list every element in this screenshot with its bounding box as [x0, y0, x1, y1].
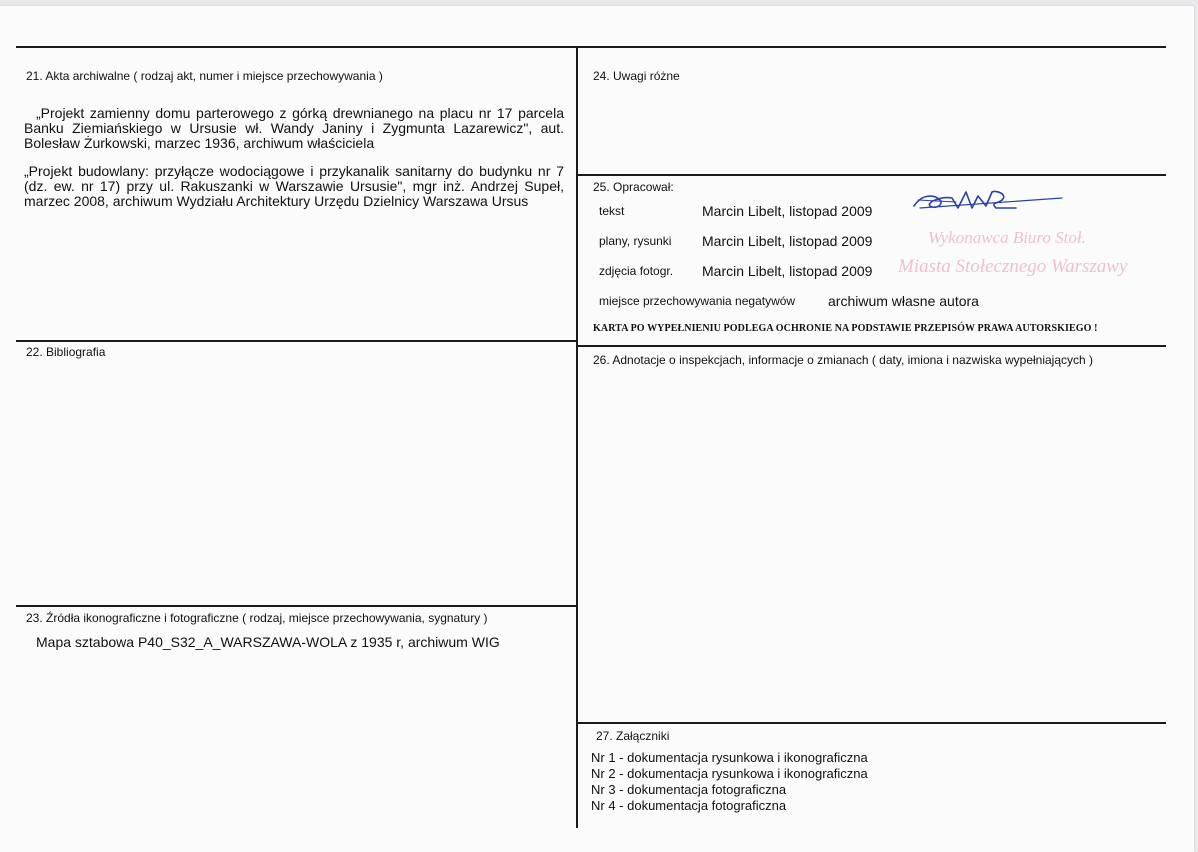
attachment-item: Nr 2 - dokumentacja rysunkowa i ikonograficzna [591, 766, 868, 781]
form-sheet [0, 6, 1194, 852]
top-border [16, 46, 1166, 48]
section-23-heading: 23. Źródła ikonograficzne i fotograficzne ( rodzaj, miejsce przechowywania, sygnatury ) [26, 611, 488, 625]
section-27-heading: 27. Załączniki [596, 729, 670, 743]
attachment-item: Nr 3 - dokumentacja fotograficzna [591, 782, 787, 797]
attachments-list [591, 750, 868, 814]
rule-24-25 [578, 174, 1166, 176]
author-row-value: Marcin Libelt, listopad 2009 [702, 263, 873, 279]
negatives-label: miejsce przechowywania negatywów [599, 294, 796, 308]
stamp-line-2: Miasta Stołecznego Warszawy [898, 256, 1128, 277]
section-25-heading: 25. Opracował: [593, 180, 674, 194]
negatives-value: archiwum własne autora [828, 293, 979, 309]
rule-25-26 [578, 345, 1166, 347]
section-26-heading: 26. Adnotacje o inspekcjach, informacje o zmianach ( daty, imiona i nazwiska wypełniających ) [593, 353, 1094, 367]
rule-21-22 [16, 340, 576, 342]
author-row-label: plany, rysunki [599, 234, 672, 248]
section-21-heading: 21. Akta archiwalne ( rodzaj akt, numer i miejsce przechowywania ) [26, 69, 383, 83]
author-row-label: zdjęcia fotogr. [599, 264, 674, 278]
stamp-line-1: Wykonawca Biuro Stoł. [928, 228, 1086, 247]
section-24-heading: 24. Uwagi różne [593, 69, 680, 83]
section-21-entry-2: „Projekt budowlany: przyłącze wodociągowe i przykanalik sanitarny do budynku nr 7 (dz. ew. nr 17) przy ul. Rakuszanki w Warszawie Ursusie", mgr inż. Andrzej Supeł, marzec 2008, archiwum Wydziału Architektury Urzędu Dzielnicy Warszawa Ursus [24, 163, 564, 209]
attachment-item: Nr 4 - dokumentacja fotograficzna [591, 798, 787, 813]
author-row-value: Marcin Libelt, listopad 2009 [702, 203, 873, 219]
attachment-item: Nr 1 - dokumentacja rysunkowa i ikonograficzna [591, 750, 868, 765]
author-row-label: tekst [599, 204, 625, 218]
author-row-value: Marcin Libelt, listopad 2009 [702, 233, 873, 249]
section-23-entry: Mapa sztabowa P40_S32_A_WARSZAWA-WOLA z 1935 r, archiwum WIG [36, 634, 500, 650]
center-divider [576, 46, 578, 828]
copyright-notice: KARTA PO WYPEŁNIENIU PODLEGA OCHRONIE NA PODSTAWIE PRZEPISÓW PRAWA AUTORSKIEGO ! [593, 323, 1098, 334]
rule-22-23 [16, 605, 576, 607]
rule-26-27 [578, 722, 1166, 724]
signature-graphic [912, 186, 1072, 218]
section-22-heading: 22. Bibliografia [26, 345, 106, 359]
section-21-entry-1: „Projekt zamienny domu parterowego z górką drewnianego na placu nr 17 parcela Banku Ziemiańskiego w Ursusie wł. Wandy Janiny i Zygmunta Lazarewicz", aut. Bolesław Żurkowski, marzec 1936, archiwum właściciela [24, 105, 564, 151]
